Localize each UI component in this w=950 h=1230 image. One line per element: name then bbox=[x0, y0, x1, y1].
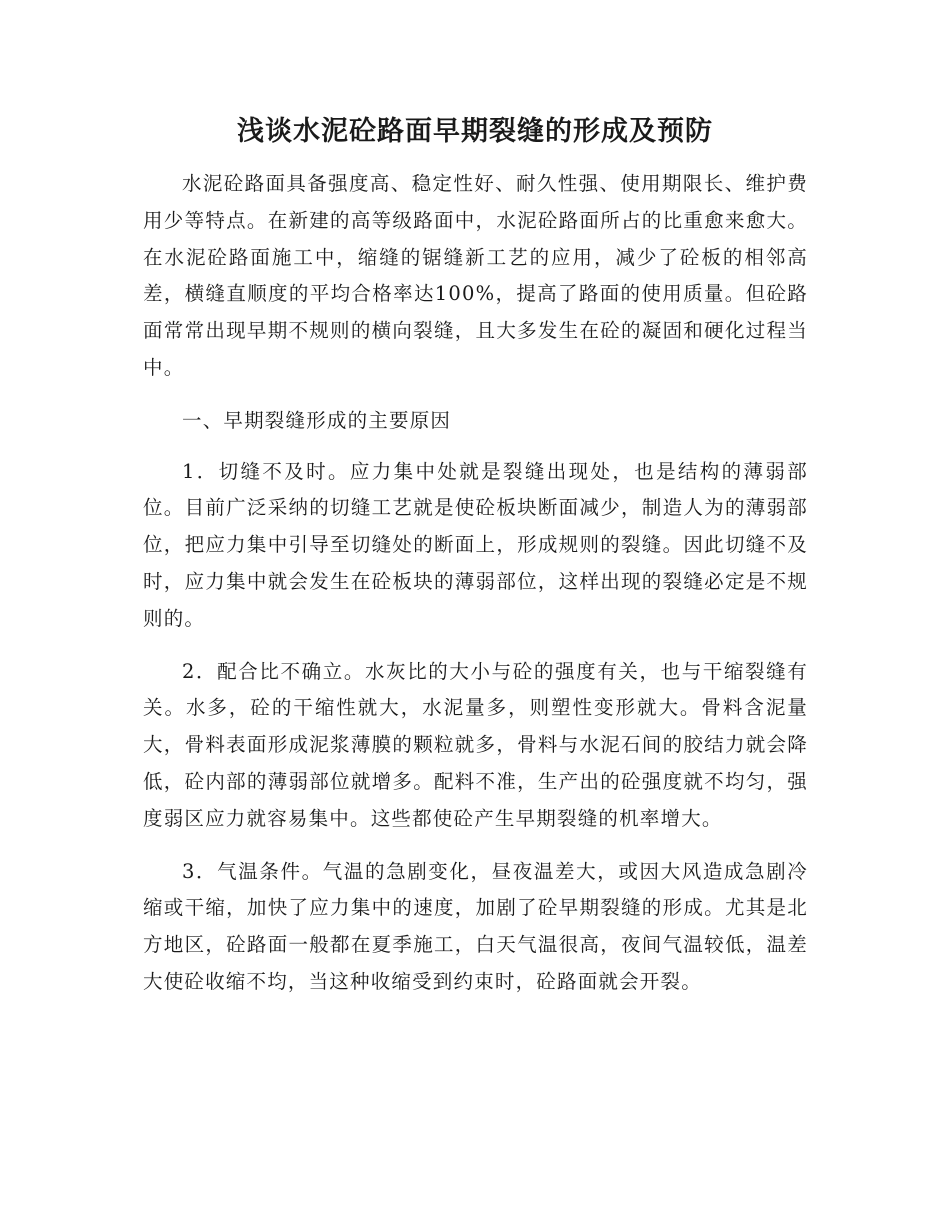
document-body bbox=[143, 166, 808, 1017]
cause-paragraph-1: 1．切缝不及时。应力集中处就是裂缝出现处，也是结构的薄弱部位。目前广泛采纳的切缝工艺就是使砼板块断面减少，制造人为的薄弱部位，把应力集中引导至切缝处的断面上，形成规则的裂缝。因此切缝不及时，应力集中就会发生在砼板块的薄弱部位，这样出现的裂缝必定是不规则的。 bbox=[143, 459, 808, 630]
intro-paragraph: 水泥砼路面具备强度高、稳定性好、耐久性强、使用期限长、维护费用少等特点。在新建的高等级路面中，水泥砼路面所占的比重愈来愈大。在水泥砼路面施工中，缩缝的锯缝新工艺的应用，减少了砼板的相邻高差，横缝直顺度的平均合格率达100%，提高了路面的使用质量。但砼路面常常出现早期不规则的横向裂缝，且大多发生在砼的凝固和硬化过程当中。 bbox=[143, 172, 808, 379]
cause-paragraph-3: 3．气温条件。气温的急剧变化，昼夜温差大，或因大风造成急剧冷缩或干缩，加快了应力集中的速度，加剧了砼早期裂缝的形成。尤其是北方地区，砼路面一般都在夏季施工，白天气温很高，夜间气温较低，温差大使砼收缩不均，当这种收缩受到约束时，砼路面就会开裂。 bbox=[143, 859, 808, 993]
document-title: 浅谈水泥砼路面早期裂缝的形成及预防 bbox=[237, 116, 713, 147]
section-heading: 一、早期裂缝形成的主要原因 bbox=[182, 408, 452, 432]
cause-paragraph-2: 2．配合比不确立。水灰比的大小与砼的强度有关，也与干缩裂缝有关。水多，砼的干缩性就大，水泥量多，则塑性变形就大。骨料含泥量大，骨料表面形成泥浆薄膜的颗粒就多，骨料与水泥石间的胶结力就会降低，砼内部的薄弱部位就增多。配料不准，生产出的砼强度就不均匀，强度弱区应力就容易集中。这些都使砼产生早期裂缝的机率增大。 bbox=[143, 659, 808, 830]
